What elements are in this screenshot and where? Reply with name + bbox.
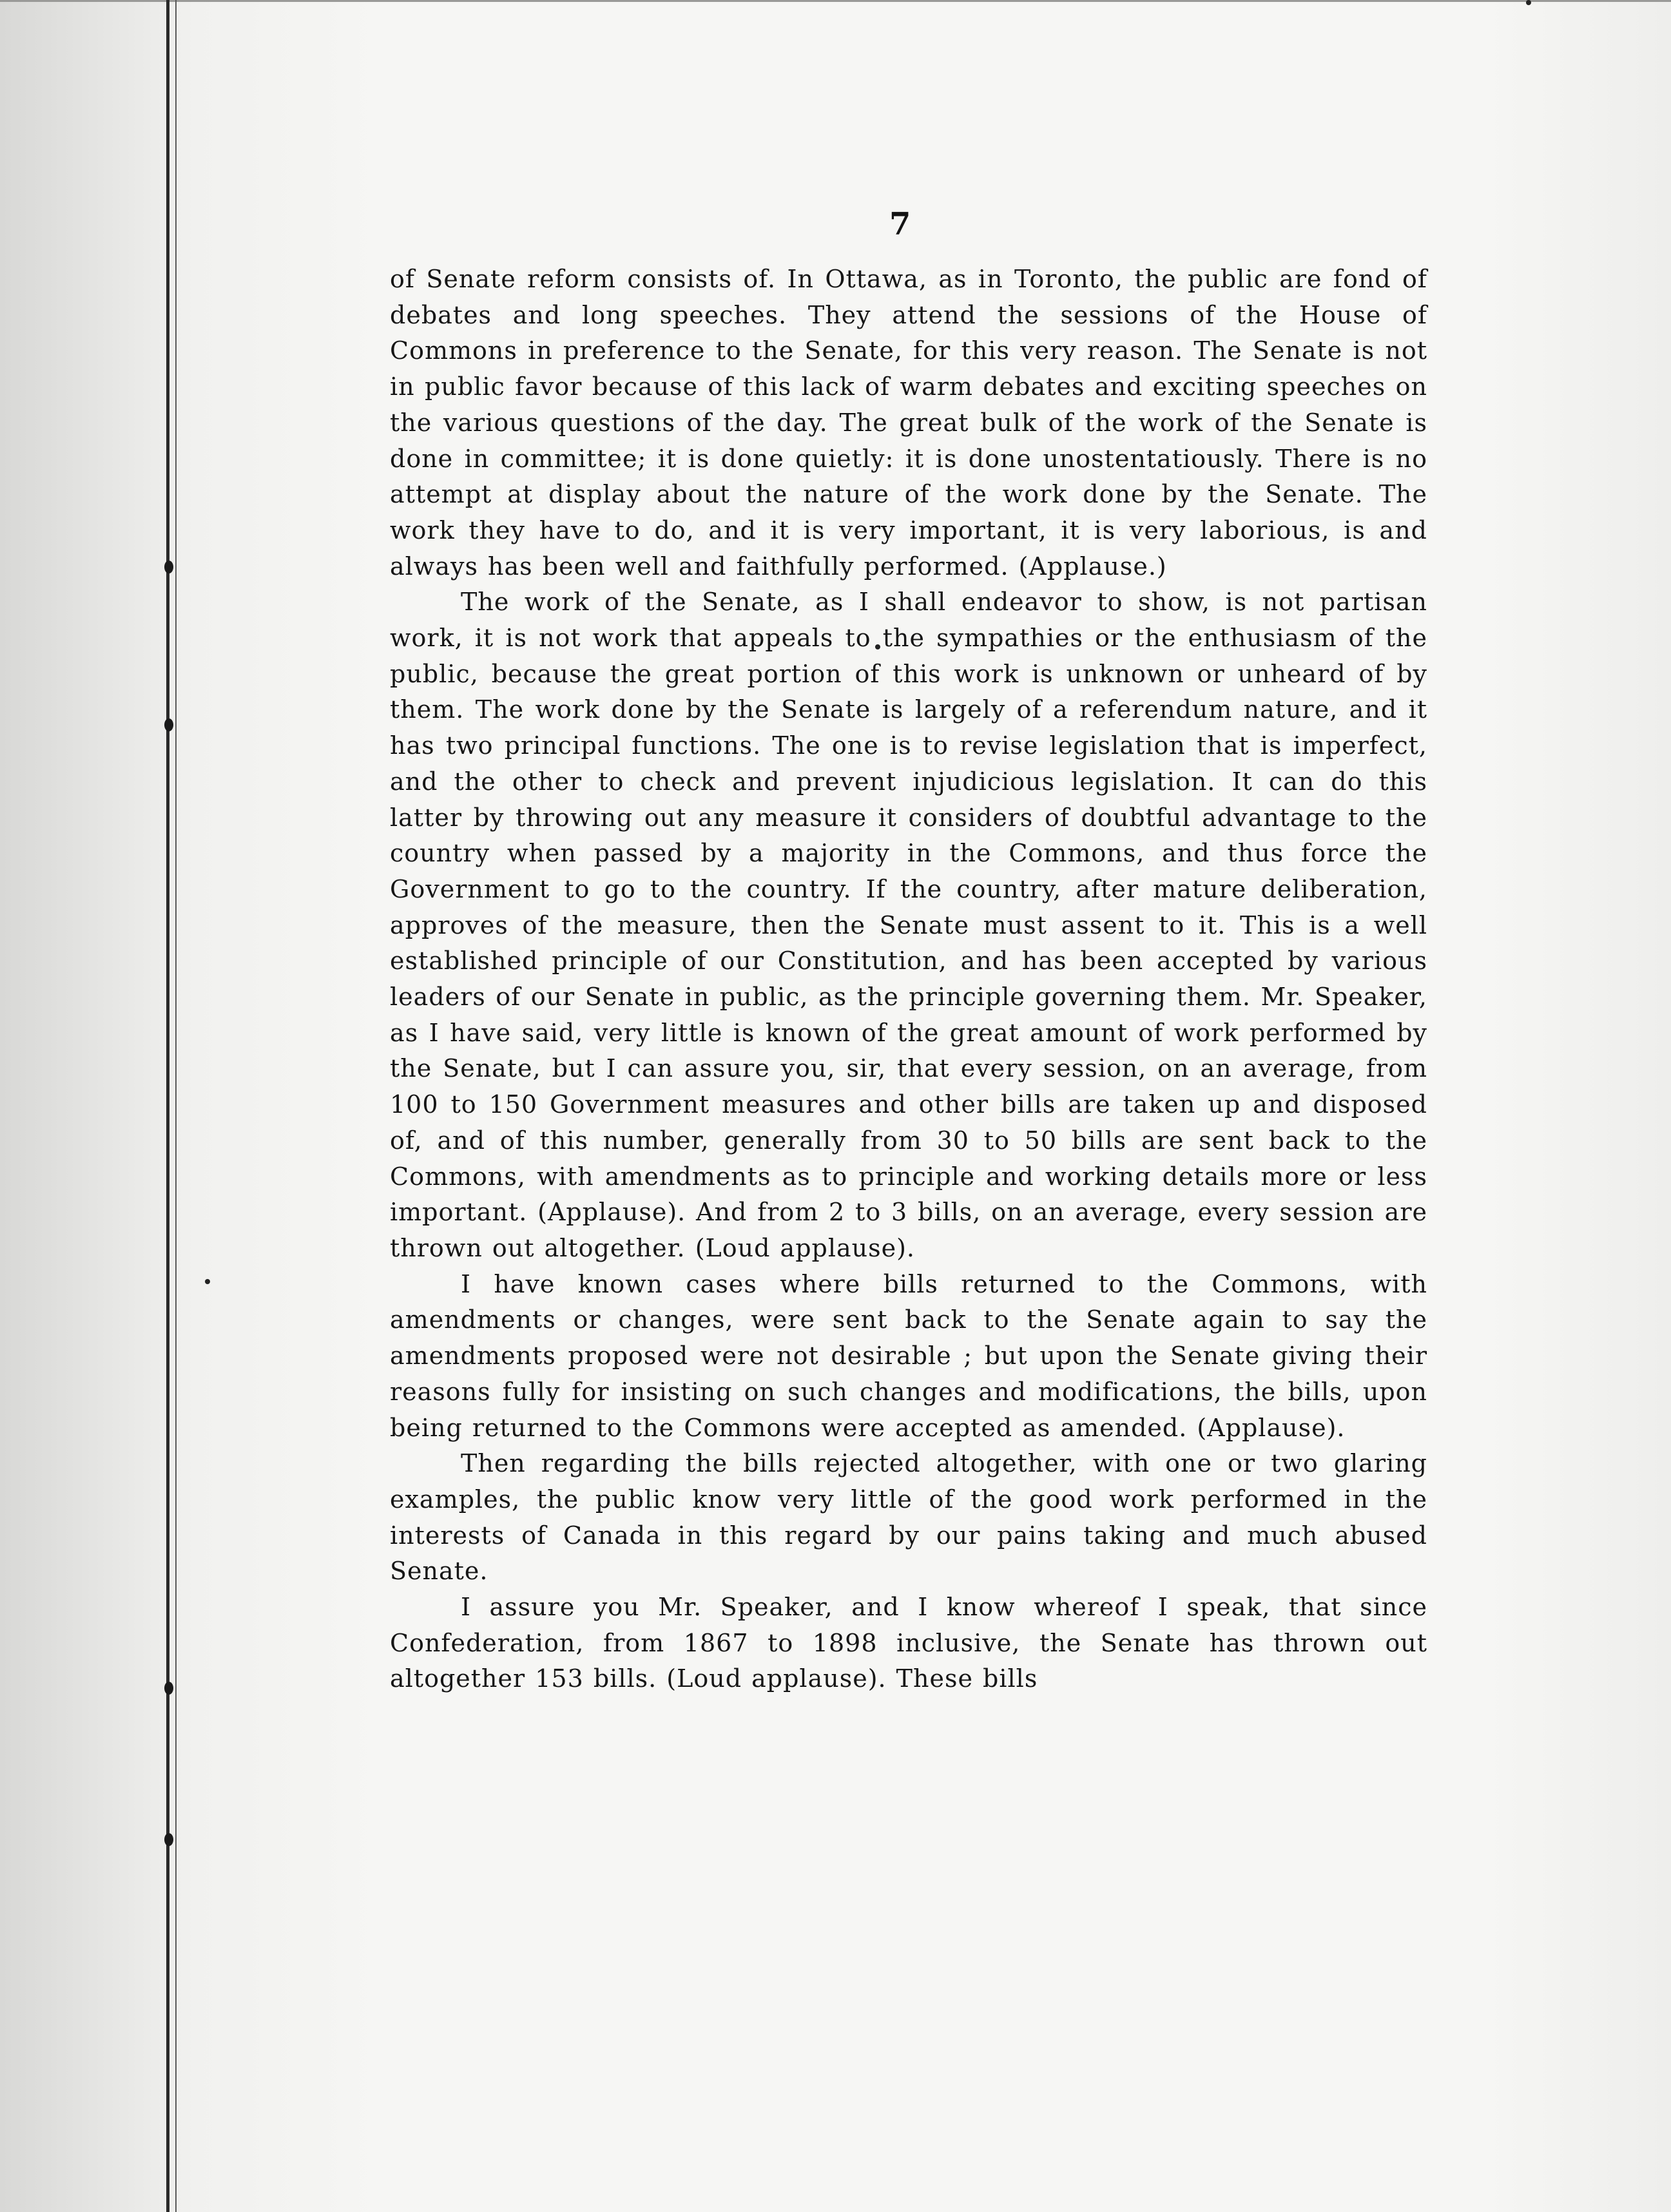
binding-mark (164, 1682, 173, 1695)
paragraph: of Senate reform consists of. In Ottawa, as in Toronto, the public are fond of debates and long speeches. They attend the sessions of the House of Commons in preference to the Senate, for this very reason. The Senate is not in public favor because of this lack of warm debates and exciting speeches on the various questions of the day. The great bulk of the work of the Senate is done in committee; it is done quietly: it is done unostentatiously. There is no attempt at display about the nature of the work done by the Senate. The work they have to do, and it is very important, it is very laborious, is and always has been well and faithfully performed. (Applause.) (390, 265, 1427, 581)
paragraph: Then regarding the bills rejected altogether, with one or two glaring examples, the public know very little of the good work performed in the interests of Canada in this regard by our pains taking and much abused Senate. (390, 1449, 1427, 1586)
paragraph: The work of the Senate, as I shall endeavor to show, is not partisan work, it is not work that appeals to the sympathies or the enthusiasm of the public, because the great portion of this work is unknown or unheard of by them. The work done by the Senate is largely of a referendum nature, and it has two principal functions. The one is to revise legislation that is imperfect, and the other to check and prevent injudicious legislation. It can do this latter by throwing out any measure it considers of doubtful advantage to the country when passed by a majority in the Commons, and thus force the Government to go to the country. If the country, after mature deliberation, approves of the measure, then the Senate must assent to it. This is a well established principle of our Constitution, and has been accepted by various leaders of our Senate in public, as the principle governing them. Mr. Speaker, as I have said, very little is known of the great amount of work performed by the Senate, but I can assure you, sir, that every session, on an average, from 100 to 150 Government measures and other bills are taken up and disposed of, and of this number, generally from 30 to 50 bills are sent back to the Commons, with amendments as to principle and working details more or less important. (Applause). And from 2 to 3 bills, on an average, every session are thrown out altogether. (Loud applause). (390, 588, 1427, 1262)
page-top-edge (0, 0, 1671, 2)
paragraph: I have known cases where bills returned to the Commons, with amendments or changes, were sent back to the Senate again to say the amendments proposed were not desirable ; but upon the Senate giving their reasons fully for insisting on such changes and modifications, the bills, upon being returned to the Commons were accepted as amended. (Applause). (390, 1269, 1427, 1442)
paragraph: I assure you Mr. Speaker, and I know whereof I speak, that since Confederation, from 1867 to 1898 inclusive, the Senate has thrown out altogether 153 bills. (Loud applause). These bills (390, 1593, 1427, 1693)
scan-speck (205, 1279, 210, 1284)
page-number: 7 (889, 206, 911, 242)
binding-edge-line-inner (175, 0, 177, 2212)
binding-mark (164, 561, 173, 573)
binding-mark (164, 1833, 173, 1846)
binding-mark (164, 718, 173, 731)
scan-speck (1526, 0, 1531, 5)
binding-edge-line (166, 0, 169, 2212)
body-text (390, 262, 1427, 1697)
